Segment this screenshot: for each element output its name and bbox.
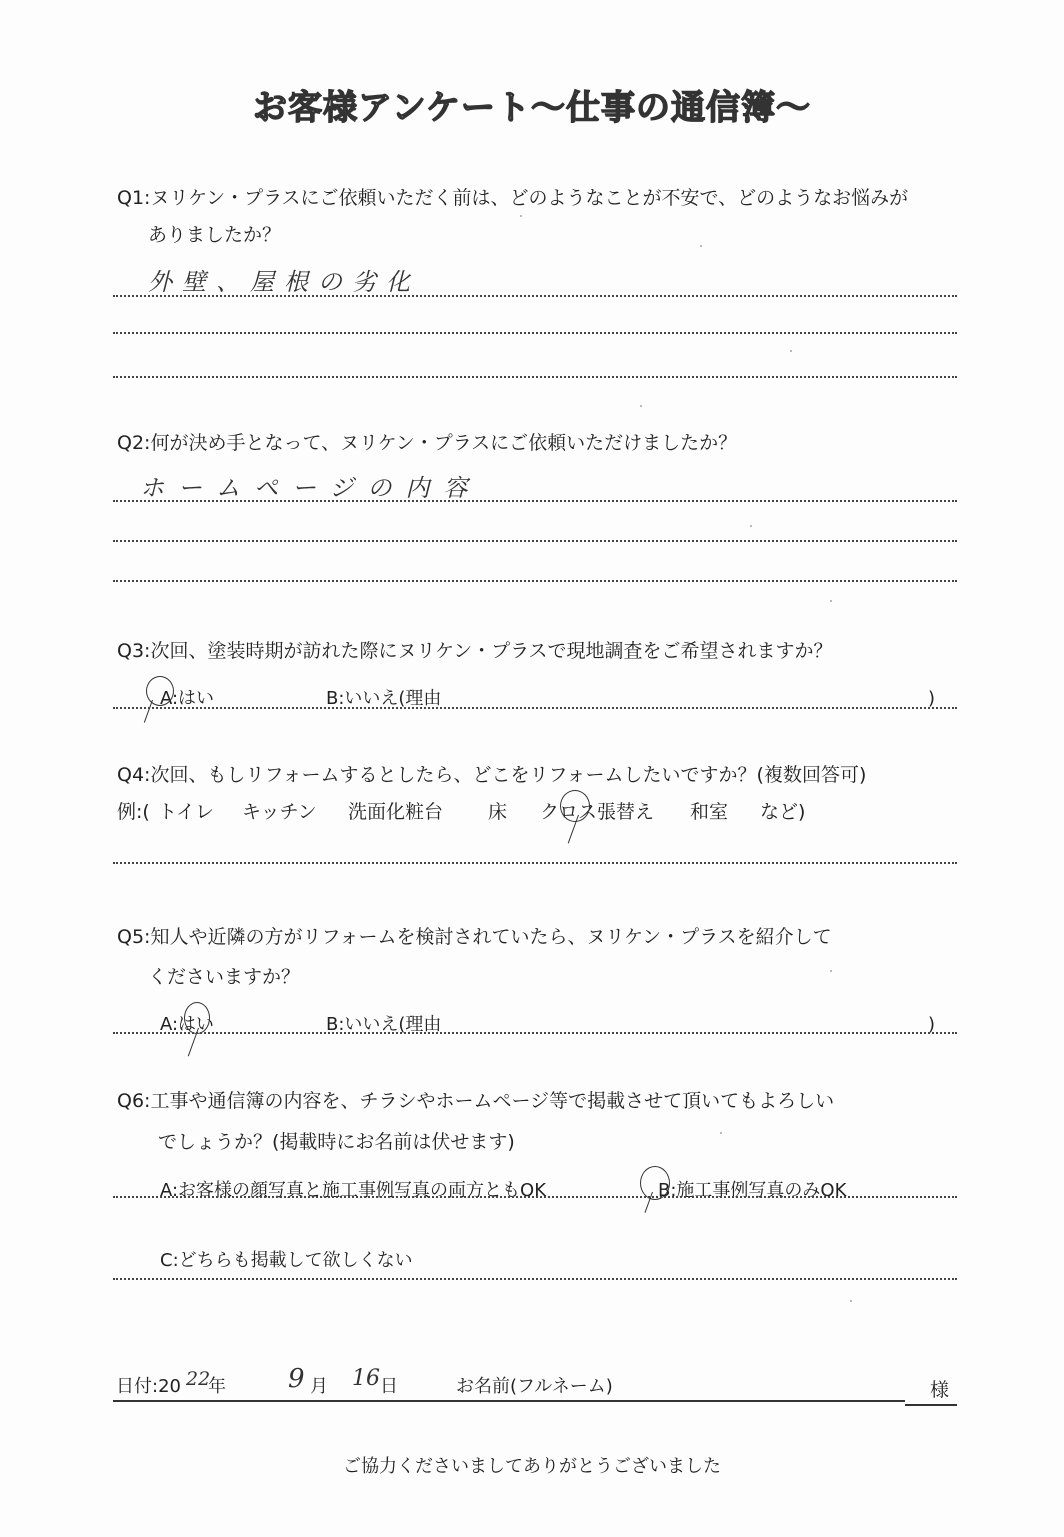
q1-answer-line-1	[113, 295, 957, 297]
q4-example-toilet[interactable]: トイレ	[158, 801, 215, 823]
q3-option-b[interactable]: B:いいえ(理由	[326, 688, 442, 709]
honorific-sama: 様	[930, 1379, 950, 1401]
scan-speck	[790, 350, 792, 352]
scan-speck	[850, 1300, 852, 1302]
q3-question: Q3:次回、塗装時期が訪れた際にヌリケン・プラスで現地調査をご希望されますか？	[117, 640, 833, 662]
q6-option-b[interactable]: B:施工事例写真のみOK	[658, 1180, 847, 1201]
scan-speck	[750, 525, 752, 527]
scan-speck	[830, 970, 832, 972]
q6-line-2	[113, 1278, 957, 1280]
q1-answer-line-3	[113, 376, 957, 378]
q5-reason-line	[113, 1032, 957, 1034]
scan-speck	[720, 1132, 722, 1134]
q4-question: Q4:次回、もしリフォームするとしたら、どこをリフォームしたいですか？(複数回答可)	[117, 764, 867, 786]
scan-speck	[520, 215, 522, 217]
thank-you-message: ご協力くださいましてありがとうございました	[343, 1456, 721, 1477]
q2-answer-line-1	[113, 500, 957, 502]
q6-question-line1: Q6:工事や通信簿の内容を、チラシやホームページ等で掲載させて頂いてもよろしい	[117, 1090, 835, 1112]
date-day-suffix: 日	[380, 1376, 398, 1397]
q5-option-a[interactable]: A:はい	[160, 1014, 215, 1035]
q1-answer-line-2	[113, 332, 957, 334]
q4-example-floor[interactable]: 床	[488, 801, 508, 823]
date-day-handwritten[interactable]: 16	[352, 1366, 380, 1391]
q5-question-line1: Q5:知人や近隣の方がリフォームを検討されていたら、ヌリケン・プラスを紹介して	[117, 926, 832, 948]
q2-answer-handwritten[interactable]: ホームページの内容	[140, 474, 482, 502]
q6-line-1	[113, 1196, 957, 1198]
q4-example-washstand[interactable]: 洗面化粧台	[348, 801, 444, 823]
date-year-handwritten[interactable]: 22	[186, 1368, 211, 1390]
q6-option-a[interactable]: A:お客様の顔写真と施工事例写真の両方ともOK	[160, 1180, 547, 1201]
q2-answer-line-2	[113, 540, 957, 542]
q4-example-kitchen[interactable]: キッチン	[242, 801, 317, 823]
q4-selected-circle	[560, 790, 590, 822]
q5-option-b[interactable]: B:いいえ(理由	[326, 1014, 442, 1035]
q4-example-etc: など)	[760, 801, 806, 823]
signature-underline	[113, 1400, 905, 1402]
q1-question-line2: ありましたか？	[148, 224, 282, 246]
scan-speck	[640, 405, 642, 407]
date-month-handwritten[interactable]: 9	[288, 1364, 305, 1394]
q3-circle-tail	[144, 700, 153, 723]
date-label: 日付:20	[116, 1376, 181, 1397]
date-month-suffix: 月	[310, 1376, 328, 1397]
name-field[interactable]	[660, 1372, 910, 1396]
q1-answer-handwritten[interactable]: 外壁、屋根の劣化	[148, 268, 420, 296]
q2-answer-line-3	[113, 580, 957, 582]
q6-question-line2: でしょうか？(掲載時にお名前は伏せます)	[158, 1131, 515, 1153]
q3-option-a[interactable]: A:はい	[160, 688, 215, 709]
q3-close-paren: )	[928, 688, 936, 709]
scan-speck	[830, 600, 832, 602]
q5-question-line2: くださいますか？	[148, 966, 301, 988]
q3-reason-line	[113, 707, 957, 709]
q5-close-paren: )	[928, 1014, 936, 1035]
q4-examples-prefix: 例:(	[117, 801, 150, 823]
q1-question-line1: Q1:ヌリケン・プラスにご依頼いただく前は、どのようなことが不安で、どのようなお悩みが	[117, 187, 909, 209]
scan-speck	[700, 245, 702, 247]
q6-option-c[interactable]: C:どちらも掲載して欲しくない	[160, 1250, 413, 1271]
survey-title: お客様アンケート～仕事の通信簿～	[253, 88, 811, 128]
q2-question: Q2:何が決め手となって、ヌリケン・プラスにご依頼いただけましたか？	[117, 432, 738, 454]
q4-example-wallpaper[interactable]: クロス張替え	[540, 801, 655, 823]
signature-underline-end	[905, 1404, 957, 1406]
date-year-suffix: 年	[208, 1376, 226, 1397]
q4-example-japanese-room[interactable]: 和室	[690, 801, 729, 823]
q4-answer-line	[113, 862, 957, 864]
name-label: お名前(フルネーム)	[456, 1376, 613, 1397]
